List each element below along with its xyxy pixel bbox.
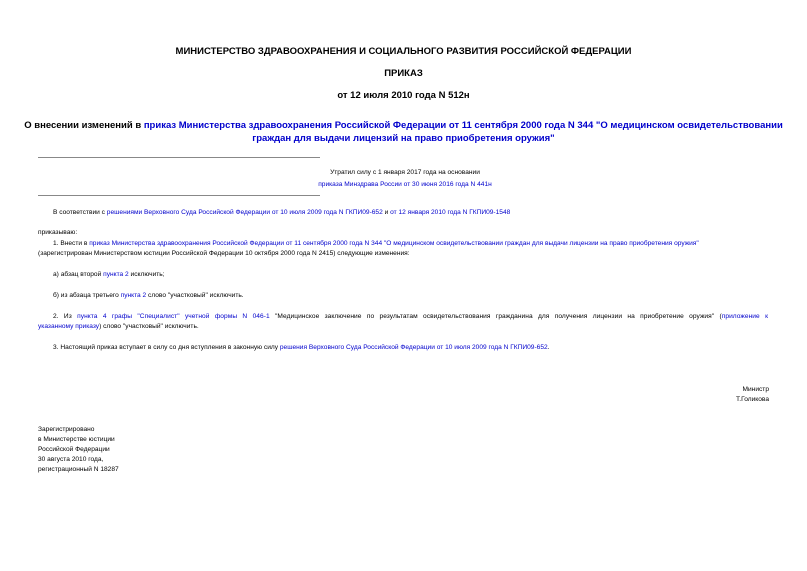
title-prefix: О внесении изменений в — [24, 120, 144, 131]
item-2-middle: "Медицинское заключение по результатам освидетельствования гражданина для получения лицензии на приобретение оружия" ( — [269, 313, 722, 320]
item-1b-prefix: б) из абзаца третьего — [53, 292, 121, 299]
registration-line: Зарегистрировано — [38, 426, 95, 433]
item-3-suffix: . — [547, 344, 550, 351]
order-word: приказываю: — [38, 229, 78, 236]
item-1b — [53, 291, 244, 301]
item-2-prefix: 2. Из — [53, 313, 78, 320]
preamble-link-1[interactable]: решениями Верховного Суда Российской Федерации от 10 июля 2009 года N ГКПИ09-652 — [106, 209, 383, 216]
item-2-line-1 — [53, 312, 768, 322]
preamble-prefix: В соответствии с — [53, 209, 107, 216]
status-line: Утратил силу с 1 января 2017 года на основании — [330, 169, 480, 176]
item-1a-link[interactable]: пункта 2 — [103, 271, 129, 278]
item-3-link[interactable]: решения Верховного Суда Российской Федерации от 10 июля 2009 года N ГКПИ09-652 — [279, 344, 548, 351]
item-1a-prefix: а) абзац второй — [53, 271, 104, 278]
title-link-part-1[interactable]: приказ Министерства здравоохранения Российской Федерации от 11 сентября 2000 года N 344 "О медицинском освидетельствовании — [143, 120, 783, 131]
item-2-link-2b[interactable]: указанному приказу — [38, 323, 100, 330]
item-1b-link[interactable]: пункта 2 — [120, 292, 147, 299]
title-line-1 — [0, 120, 807, 131]
item-1-prefix: 1. Внести в — [53, 240, 90, 247]
date-number-heading: от 12 июля 2010 года N 512н — [337, 90, 470, 101]
item-1b-suffix: слово "участковый" исключить. — [146, 292, 244, 299]
doc-type-heading: ПРИКАЗ — [384, 68, 423, 79]
registration-line: 30 августа 2010 года, — [38, 456, 104, 463]
title-link-part-2[interactable]: граждан для выдачи лицензий на право приобретения оружия" — [252, 133, 555, 144]
preamble — [53, 208, 510, 218]
status-link-line — [300, 180, 510, 190]
item-1-line-2: (зарегистрирован Министерством юстиции Российской Федерации 10 октября 2000 года N 2415) следующие изменения: — [38, 250, 410, 257]
registration-line: в Министерстве юстиции — [38, 436, 115, 443]
status-link[interactable]: приказа Минздрава России от 30 июня 2016 года N 441н — [318, 181, 492, 188]
item-2-link-1[interactable]: пункта 4 графы "Специалист" учетной формы N 046-1 — [77, 313, 270, 320]
signature-name: Т.Голикова — [735, 396, 769, 403]
item-3-prefix: 3. Настоящий приказ вступает в силу со дня вступления в законную силу — [53, 344, 280, 351]
item-1-line-1 — [53, 239, 768, 249]
item-1a-suffix: исключить; — [128, 271, 165, 278]
signature-role: Министр — [742, 386, 769, 393]
ministry-heading: МИНИСТЕРСТВО ЗДРАВООХРАНЕНИЯ И СОЦИАЛЬНОГО РАЗВИТИЯ РОССИЙСКОЙ ФЕДЕРАЦИИ — [175, 46, 632, 57]
divider-bottom — [38, 195, 320, 196]
item-2-link-2a[interactable]: приложение к — [721, 313, 769, 320]
item-3 — [53, 343, 550, 353]
registration-line: регистрационный N 18287 — [38, 466, 119, 473]
item-1-link[interactable]: приказ Министерства здравоохранения Российской Федерации от 11 сентября 2000 года N 344 "О медицинском освидетельствовании граждан для выдачи лицензии на право приобретения оружия" — [89, 240, 699, 247]
title-line-2 — [0, 133, 807, 144]
divider-top — [38, 157, 320, 158]
registration-block — [38, 425, 119, 475]
preamble-middle: и — [382, 209, 391, 216]
registration-line: Российской Федерации — [38, 446, 110, 453]
item-2-line-2 — [38, 322, 199, 332]
item-2-suffix: ) слово "участковый" исключить. — [99, 323, 199, 330]
item-1a — [53, 270, 165, 280]
preamble-link-2[interactable]: от 12 января 2010 года N ГКПИ09-1548 — [390, 209, 511, 216]
